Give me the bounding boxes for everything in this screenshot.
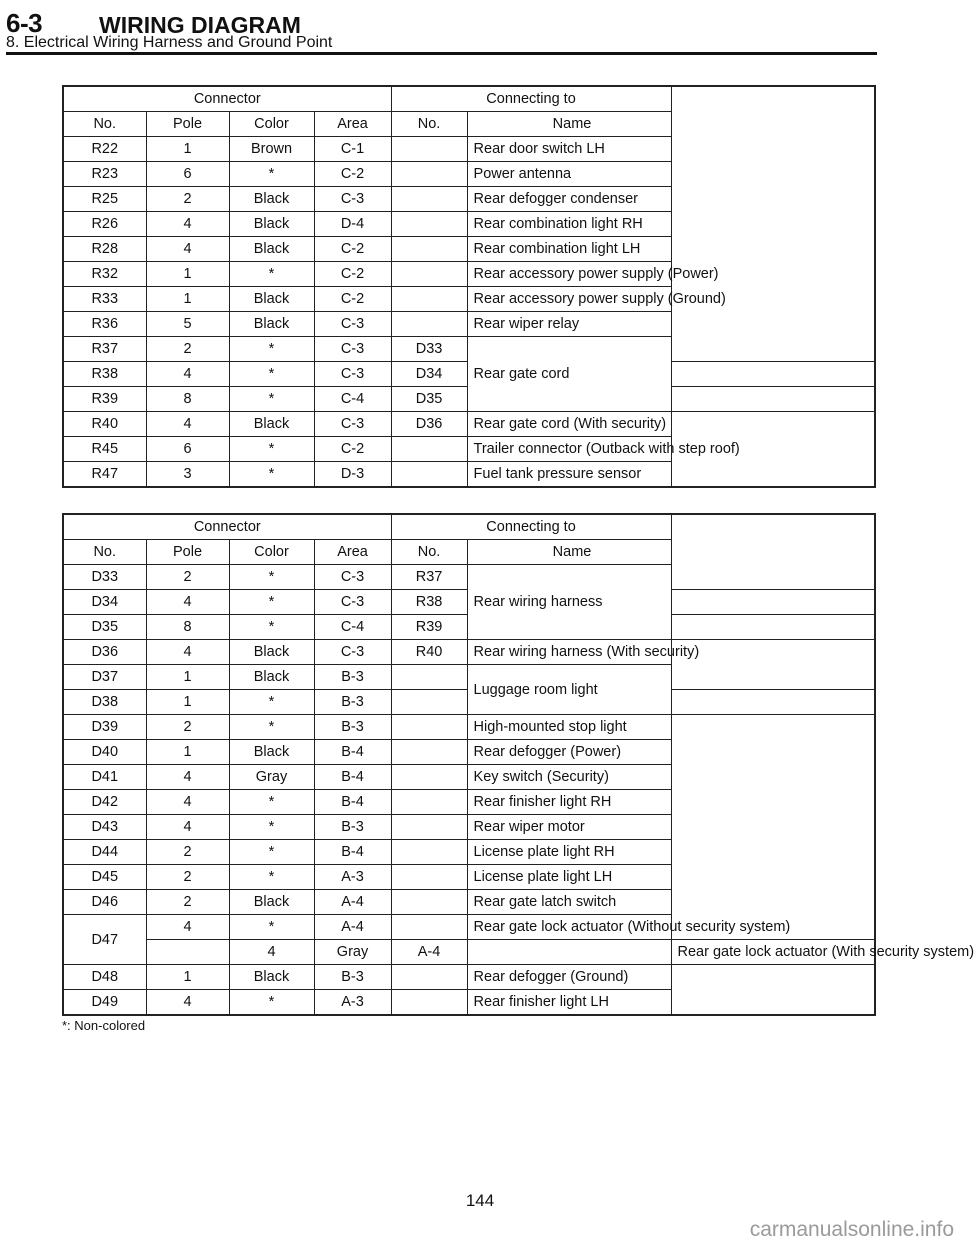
cell-pole: 1: [146, 262, 229, 287]
cell-to-no: R37: [391, 565, 467, 590]
cell-name: Rear defogger condenser: [467, 187, 671, 212]
cell-area: C-3: [314, 590, 391, 615]
cell-to-no: [391, 965, 467, 990]
page-subtitle: 8. Electrical Wiring Harness and Ground Point: [6, 34, 333, 51]
section-number: 6-3: [6, 8, 43, 38]
cell-area: C-3: [314, 640, 391, 665]
cell-color: *: [229, 565, 314, 590]
cell-color: Black: [229, 640, 314, 665]
table-row: [63, 437, 875, 462]
cell-color: *: [229, 865, 314, 890]
cell-to-no: [391, 915, 467, 940]
cell-area: B-3: [314, 815, 391, 840]
cell-area: B-4: [314, 740, 391, 765]
cell-no: R26: [63, 212, 146, 237]
cell-no: R37: [63, 337, 146, 362]
cell-pole: 1: [146, 137, 229, 162]
cell-area: C-3: [314, 337, 391, 362]
cell-area: A-3: [314, 865, 391, 890]
cell-to-no: [391, 312, 467, 337]
cell-to-no: D36: [391, 412, 467, 437]
cell-no: R45: [63, 437, 146, 462]
cell-name: High-mounted stop light: [467, 715, 671, 740]
cell-color: Black: [229, 187, 314, 212]
cell-color: Black: [229, 237, 314, 262]
cell-no: R36: [63, 312, 146, 337]
table-row: [63, 287, 875, 312]
table-row: [63, 312, 875, 337]
cell-color: Black: [229, 890, 314, 915]
cell-to-no: [391, 665, 467, 690]
cell-name: Rear gate lock actuator (Without security system): [467, 915, 671, 940]
cell-name: License plate light RH: [467, 840, 671, 865]
cell-to-no: [391, 262, 467, 287]
cell-color: *: [229, 840, 314, 865]
cell-to-no: [391, 462, 467, 488]
cell-no: D36: [63, 640, 146, 665]
connector-table-d: [62, 513, 974, 1016]
cell-area: C-2: [314, 237, 391, 262]
cell-no: R25: [63, 187, 146, 212]
table-row: [63, 715, 875, 740]
cell-name: Rear accessory power supply (Ground): [467, 287, 671, 312]
cell-pole: 4: [229, 940, 314, 965]
table-row: [63, 462, 875, 488]
cell-name: Power antenna: [467, 162, 671, 187]
table-row: [63, 915, 875, 940]
cell-color: *: [229, 915, 314, 940]
cell-area: C-2: [314, 287, 391, 312]
cell-pole: 1: [146, 740, 229, 765]
cell-name: Rear finisher light RH: [467, 790, 671, 815]
table-row: [63, 765, 875, 790]
cell-pole: 4: [146, 640, 229, 665]
cell-no: D44: [63, 840, 146, 865]
cell-no: R22: [63, 137, 146, 162]
header-to-no: No.: [391, 540, 467, 565]
cell-name: Rear gate lock actuator (With security system): [671, 940, 875, 965]
connector-table-r: [62, 85, 876, 488]
cell-area: C-4: [314, 615, 391, 640]
cell-color: *: [229, 337, 314, 362]
cell-no: D37: [63, 665, 146, 690]
cell-to-no: D35: [391, 387, 467, 412]
cell-area: A-4: [391, 940, 467, 965]
cell-no: R39: [63, 387, 146, 412]
cell-pole: 1: [146, 665, 229, 690]
cell-color: *: [229, 990, 314, 1016]
footnote: *: Non-colored: [62, 1018, 146, 1033]
table-row: [63, 890, 875, 915]
cell-color: Black: [229, 965, 314, 990]
cell-color: *: [229, 690, 314, 715]
cell-area: C-2: [314, 262, 391, 287]
cell-pole: 2: [146, 865, 229, 890]
cell-to-no: [391, 187, 467, 212]
cell-name: Rear combination light LH: [467, 237, 671, 262]
cell-area: C-2: [314, 437, 391, 462]
cell-area: C-3: [314, 187, 391, 212]
cell-name: Rear gate cord: [467, 337, 671, 412]
cell-pole: 4: [146, 790, 229, 815]
cell-pole: 2: [146, 715, 229, 740]
cell-color: Black: [229, 665, 314, 690]
cell-pole: 1: [146, 690, 229, 715]
cell-no: R23: [63, 162, 146, 187]
cell-area: C-2: [314, 162, 391, 187]
cell-area: B-4: [314, 790, 391, 815]
cell-color: *: [229, 387, 314, 412]
cell-to-no: [391, 765, 467, 790]
header-connecting-to: Connecting to: [391, 86, 671, 112]
cell-pole: 4: [146, 237, 229, 262]
cell-area: A-4: [314, 915, 391, 940]
cell-pole: 4: [146, 815, 229, 840]
cell-color: Brown: [229, 137, 314, 162]
cell-to-no: [391, 287, 467, 312]
cell-pole: 8: [146, 387, 229, 412]
cell-no: D46: [63, 890, 146, 915]
header-no: No.: [63, 540, 146, 565]
table-row: [63, 162, 875, 187]
cell-pole: 4: [146, 212, 229, 237]
cell-name: Rear wiper motor: [467, 815, 671, 840]
cell-color: Black: [229, 412, 314, 437]
cell-name: Rear wiring harness: [467, 565, 671, 640]
cell-to-no: D33: [391, 337, 467, 362]
cell-area: B-4: [314, 840, 391, 865]
cell-to-no: [391, 840, 467, 865]
cell-no: D49: [63, 990, 146, 1016]
cell-color: *: [229, 262, 314, 287]
cell-color: *: [229, 790, 314, 815]
header-color: Color: [229, 112, 314, 137]
cell-to-no: D34: [391, 362, 467, 387]
cell-no: [146, 940, 229, 965]
cell-pole: 4: [146, 765, 229, 790]
cell-pole: 6: [146, 162, 229, 187]
table-row: [63, 337, 875, 362]
cell-to-no: [391, 815, 467, 840]
table-row: [63, 137, 875, 162]
cell-to-no: [391, 990, 467, 1016]
cell-to-no: [391, 237, 467, 262]
table-row: [63, 640, 875, 665]
cell-to-no: [391, 137, 467, 162]
cell-name: Rear defogger (Power): [467, 740, 671, 765]
cell-area: C-1: [314, 137, 391, 162]
cell-name: Rear wiper relay: [467, 312, 671, 337]
cell-no: D47: [63, 915, 146, 965]
cell-name: [671, 590, 875, 615]
cell-to-no: [391, 890, 467, 915]
cell-pole: 4: [146, 362, 229, 387]
header-area: Area: [314, 112, 391, 137]
cell-pole: 4: [146, 915, 229, 940]
table-row: [63, 940, 875, 965]
cell-no: D42: [63, 790, 146, 815]
cell-area: C-3: [314, 312, 391, 337]
cell-color: Black: [229, 312, 314, 337]
cell-area: D-3: [314, 462, 391, 488]
cell-area: A-3: [314, 990, 391, 1016]
cell-pole: 2: [146, 565, 229, 590]
cell-area: C-4: [314, 387, 391, 412]
cell-name: Rear door switch LH: [467, 137, 671, 162]
header-connector: Connector: [63, 86, 391, 112]
cell-name: [671, 615, 875, 640]
header-connector: Connector: [63, 514, 391, 540]
cell-pole: 2: [146, 337, 229, 362]
table-row: [63, 790, 875, 815]
header-name: Name: [467, 540, 671, 565]
cell-pole: 3: [146, 462, 229, 488]
header-pole: Pole: [146, 540, 229, 565]
cell-no: D40: [63, 740, 146, 765]
table-row: [63, 187, 875, 212]
cell-no: R32: [63, 262, 146, 287]
watermark: carmanualsonline.info: [749, 1218, 954, 1241]
header-name: Name: [467, 112, 671, 137]
table-row: [63, 865, 875, 890]
cell-pole: 2: [146, 840, 229, 865]
cell-area: B-3: [314, 690, 391, 715]
cell-color: Gray: [314, 940, 391, 965]
table-row: [63, 740, 875, 765]
cell-pole: 1: [146, 965, 229, 990]
cell-to-no: [391, 437, 467, 462]
cell-name: Rear gate cord (With security): [467, 412, 671, 437]
cell-no: D35: [63, 615, 146, 640]
header-pole: Pole: [146, 112, 229, 137]
cell-color: Black: [229, 287, 314, 312]
table-row: [63, 990, 875, 1016]
cell-name: Key switch (Security): [467, 765, 671, 790]
cell-name: License plate light LH: [467, 865, 671, 890]
cell-name: Rear combination light RH: [467, 212, 671, 237]
cell-pole: 1: [146, 287, 229, 312]
cell-name: Rear wiring harness (With security): [467, 640, 671, 665]
cell-name: Trailer connector (Outback with step roof): [467, 437, 671, 462]
cell-name: Rear accessory power supply (Power): [467, 262, 671, 287]
cell-to-no: R40: [391, 640, 467, 665]
cell-color: *: [229, 462, 314, 488]
cell-area: B-3: [314, 715, 391, 740]
header-to-no: No.: [391, 112, 467, 137]
cell-pole: 5: [146, 312, 229, 337]
cell-no: R47: [63, 462, 146, 488]
cell-to-no: [391, 790, 467, 815]
page-header: [6, 6, 878, 51]
header-area: Area: [314, 540, 391, 565]
cell-no: D43: [63, 815, 146, 840]
table-row: [63, 262, 875, 287]
table-row: [63, 965, 875, 990]
cell-area: C-3: [314, 412, 391, 437]
cell-color: Black: [229, 212, 314, 237]
cell-name: Luggage room light: [467, 665, 671, 715]
table-row: [63, 212, 875, 237]
cell-no: D45: [63, 865, 146, 890]
cell-pole: 4: [146, 990, 229, 1016]
cell-no: R33: [63, 287, 146, 312]
cell-name: [671, 387, 875, 412]
cell-area: B-4: [314, 765, 391, 790]
cell-area: D-4: [314, 212, 391, 237]
cell-color: *: [229, 815, 314, 840]
cell-no: R38: [63, 362, 146, 387]
header-connecting-to: Connecting to: [391, 514, 671, 540]
header-rule: [6, 52, 877, 55]
cell-to-no: R38: [391, 590, 467, 615]
cell-pole: 4: [146, 590, 229, 615]
cell-name: Rear gate latch switch: [467, 890, 671, 915]
cell-no: D41: [63, 765, 146, 790]
cell-to-no: [391, 212, 467, 237]
table-row: [63, 665, 875, 690]
table-row: [63, 237, 875, 262]
cell-pole: 6: [146, 437, 229, 462]
cell-name: Rear defogger (Ground): [467, 965, 671, 990]
cell-name: Rear finisher light LH: [467, 990, 671, 1016]
header-no: No.: [63, 112, 146, 137]
cell-to-no: R39: [391, 615, 467, 640]
cell-pole: 2: [146, 187, 229, 212]
cell-no: R28: [63, 237, 146, 262]
cell-color: *: [229, 437, 314, 462]
header-color: Color: [229, 540, 314, 565]
cell-area: C-3: [314, 565, 391, 590]
page-title: WIRING DIAGRAM: [99, 12, 301, 38]
cell-no: R40: [63, 412, 146, 437]
cell-color: *: [229, 590, 314, 615]
cell-pole: 8: [146, 615, 229, 640]
cell-pole: 2: [146, 890, 229, 915]
cell-color: *: [229, 162, 314, 187]
cell-no: D48: [63, 965, 146, 990]
cell-area: B-3: [314, 965, 391, 990]
cell-no: D34: [63, 590, 146, 615]
cell-color: *: [229, 715, 314, 740]
cell-name: [671, 362, 875, 387]
cell-color: *: [229, 362, 314, 387]
cell-to-no: [391, 162, 467, 187]
page-number: 144: [465, 1191, 495, 1210]
table-row: [63, 565, 875, 590]
cell-to-no: [391, 740, 467, 765]
cell-color: Black: [229, 740, 314, 765]
table-row: [63, 815, 875, 840]
cell-to-no: [391, 715, 467, 740]
cell-name: Fuel tank pressure sensor: [467, 462, 671, 488]
table-row: [63, 840, 875, 865]
table-row: [63, 412, 875, 437]
cell-color: *: [229, 615, 314, 640]
cell-area: B-3: [314, 665, 391, 690]
cell-to-no: [391, 865, 467, 890]
cell-area: C-3: [314, 362, 391, 387]
cell-no: D39: [63, 715, 146, 740]
cell-area: A-4: [314, 890, 391, 915]
cell-no: D38: [63, 690, 146, 715]
cell-color: Gray: [229, 765, 314, 790]
cell-name: [671, 690, 875, 715]
cell-pole: 4: [146, 412, 229, 437]
cell-to-no: [391, 690, 467, 715]
cell-no: D33: [63, 565, 146, 590]
cell-to-no: [467, 940, 671, 965]
